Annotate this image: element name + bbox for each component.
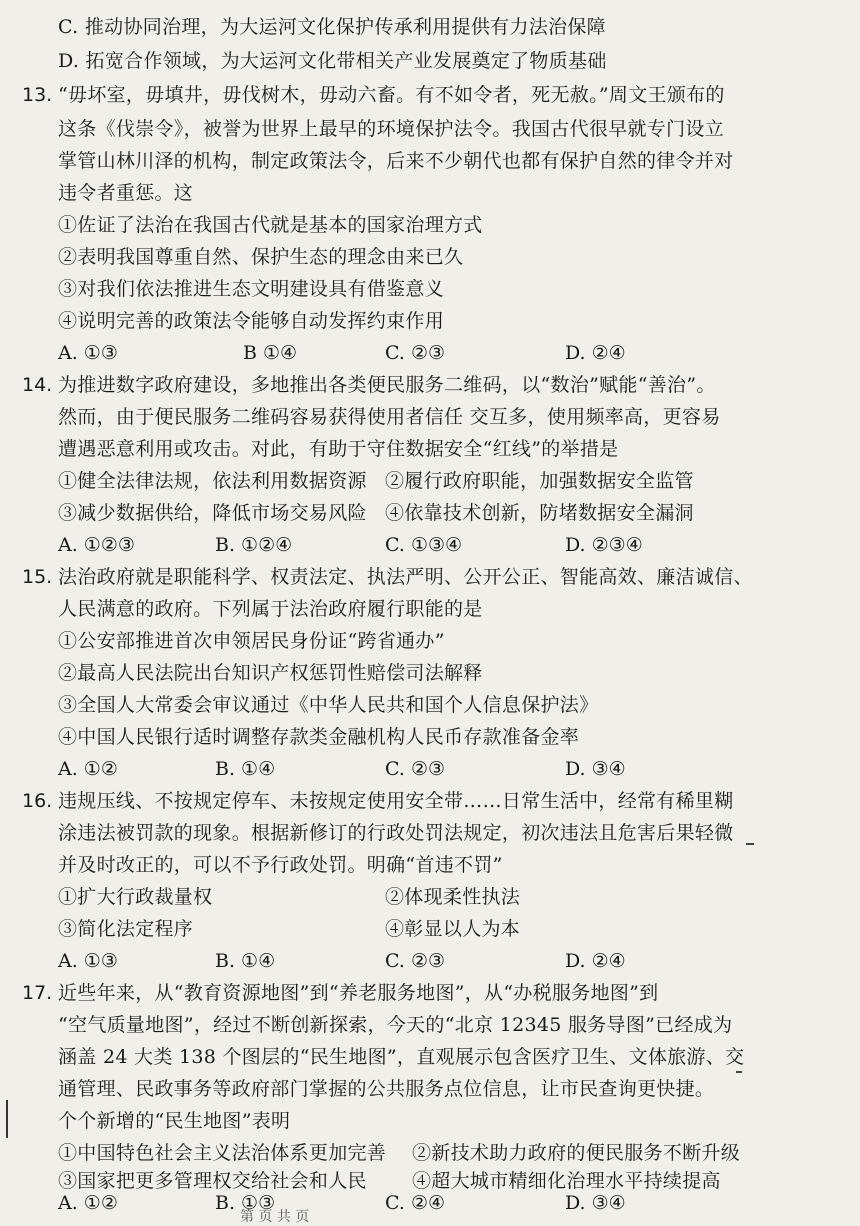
question-17-option-c[interactable]: C. ②④ (385, 1192, 446, 1214)
question-13-text-line: “毋坏室，毋填井，毋伐树木，毋动六畜。有不如令者，死无赦。”周文王颁布的 (58, 84, 725, 106)
question-14-text-line: 为推进数字政府建设，多地推出各类便民服务二维码，以“数治”赋能“善治”。 (58, 374, 716, 396)
question-13-text-line: 掌管山林川泽的机构，制定政策法令，后来不少朝代也都有保护自然的律令并对 (58, 150, 734, 172)
question-17-text-line: 个个新增的“民生地图”表明 (58, 1110, 291, 1132)
question-16-statement: ①扩大行政裁量权 (58, 886, 213, 908)
question-17-option-a[interactable]: A. ①② (58, 1192, 118, 1214)
scan-mark (736, 1071, 742, 1073)
question-15-option-b[interactable]: B. ①④ (215, 758, 276, 780)
question-13-option-a[interactable]: A. ①③ (58, 342, 118, 364)
question-16-option-b[interactable]: B. ①④ (215, 950, 276, 972)
question-13-statement: ②表明我国尊重自然、保护生态的理念由来已久 (58, 246, 464, 268)
question-16-text-line: 涂违法被罚款的现象。根据新修订的行政处罚法规定，初次违法且危害后果轻微 (58, 822, 734, 844)
question-14-statement: ②履行政府职能，加强数据安全监管 (385, 470, 694, 492)
question-15-number: 15. (22, 566, 53, 588)
question-15-option-d[interactable]: D. ③④ (565, 758, 626, 780)
question-15-text-line: 人民满意的政府。下列属于法治政府履行职能的是 (58, 598, 483, 620)
question-17-statement: ②新技术助力政府的便民服务不断升级 (412, 1142, 741, 1164)
question-16-statement: ③简化法定程序 (58, 918, 194, 940)
question-16-text-line: 并及时改正的，可以不予行政处罚。明确“首违不罚” (58, 854, 503, 876)
question-16-statement: ④彰显以人为本 (385, 918, 521, 940)
question-17-text-line: 涵盖 24 大类 138 个图层的“民生地图”，直观展示包含医疗卫生、文体旅游、交 (58, 1046, 745, 1068)
question-14-option-a[interactable]: A. ①②③ (58, 534, 135, 556)
question-17-text-line: 通管理、民政事务等政府部门掌握的公共服务点位信息，让市民查询更快捷。 (58, 1078, 715, 1100)
question-16-text-line: 违规压线、不按规定停车、未按规定使用安全带……日常生活中，经常有稀里糊 (58, 790, 734, 812)
question-17-text-line: 近些年来，从“教育资源地图”到“养老服务地图”，从“办税服务地图”到 (58, 982, 659, 1004)
question-14-text-line: 遭遇恶意利用或攻击。对此，有助于守住数据安全“红线”的举措是 (58, 438, 619, 460)
question-17-option-d[interactable]: D. ③④ (565, 1192, 626, 1214)
page-footer: 第 页 共 页 (240, 1209, 310, 1225)
question-15-statement: ③全国人大常委会审议通过《中华人民共和国个人信息保护法》 (58, 694, 599, 716)
question-14-statement: ④依靠技术创新，防堵数据安全漏洞 (385, 502, 694, 524)
question-14-number: 14. (22, 374, 53, 396)
question-16-option-c[interactable]: C. ②③ (385, 950, 446, 972)
prev-option-d: D. 拓宽合作领域，为大运河文化带相关产业发展奠定了物质基础 (58, 50, 607, 72)
question-17-statement: ①中国特色社会主义法治体系更加完善 (58, 1142, 387, 1164)
question-13-text-line: 违令者重惩。这 (58, 182, 194, 204)
prev-option-c: C. 推动协同治理，为大运河文化保护传承利用提供有力法治保障 (58, 16, 606, 38)
question-17-statement: ③国家把更多管理权交给社会和人民 (58, 1170, 367, 1192)
question-14-option-b[interactable]: B. ①②④ (215, 534, 293, 556)
question-15-statement: ①公安部推进首次申领居民身份证“跨省通办” (58, 630, 445, 652)
question-16-statement: ②体现柔性执法 (385, 886, 521, 908)
question-13-number: 13. (22, 84, 53, 106)
question-13-option-c[interactable]: C. ②③ (385, 342, 446, 364)
question-15-text-line: 法治政府就是职能科学、权责法定、执法严明、公开公正、智能高效、廉洁诚信、 (58, 566, 753, 588)
question-15-statement: ④中国人民银行适时调整存款类金融机构人民币存款准备金率 (58, 726, 580, 748)
question-17-option-b[interactable]: B. ①③ (215, 1192, 276, 1214)
scan-mark (746, 843, 754, 845)
question-16-option-d[interactable]: D. ②④ (565, 950, 626, 972)
question-13-text-line: 这条《伐崇令》，被誉为世界上最早的环境保护法令。我国古代很早就专门设立 (58, 118, 725, 140)
question-14-statement: ①健全法律法规，依法利用数据资源 (58, 470, 367, 492)
question-17-statement: ④超大城市精细化治理水平持续提高 (412, 1170, 721, 1192)
margin-mark (6, 1100, 8, 1138)
question-15-option-a[interactable]: A. ①② (58, 758, 118, 780)
question-13-statement: ④说明完善的政策法令能够自动发挥约束作用 (58, 310, 445, 332)
question-14-text-line: 然而，由于便民服务二维码容易获得使用者信任 交互多，使用频率高，更容易 (58, 406, 721, 428)
question-17-number: 17. (22, 982, 53, 1004)
question-17-text-line: “空气质量地图”，经过不断创新探索，今天的“北京 12345 服务导图”已经成为 (58, 1014, 733, 1036)
question-16-option-a[interactable]: A. ①③ (58, 950, 118, 972)
question-15-statement: ②最高人民法院出台知识产权惩罚性赔偿司法解释 (58, 662, 483, 684)
question-15-option-c[interactable]: C. ②③ (385, 758, 446, 780)
question-14-option-d[interactable]: D. ②③④ (565, 534, 643, 556)
question-16-number: 16. (22, 790, 53, 812)
question-13-option-b[interactable]: B ①④ (243, 342, 298, 364)
question-13-statement: ①佐证了法治在我国古代就是基本的国家治理方式 (58, 214, 483, 236)
question-14-statement: ③减少数据供给，降低市场交易风险 (58, 502, 367, 524)
question-13-option-d[interactable]: D. ②④ (565, 342, 626, 364)
question-14-option-c[interactable]: C. ①③④ (385, 534, 463, 556)
question-13-statement: ③对我们依法推进生态文明建设具有借鉴意义 (58, 278, 445, 300)
